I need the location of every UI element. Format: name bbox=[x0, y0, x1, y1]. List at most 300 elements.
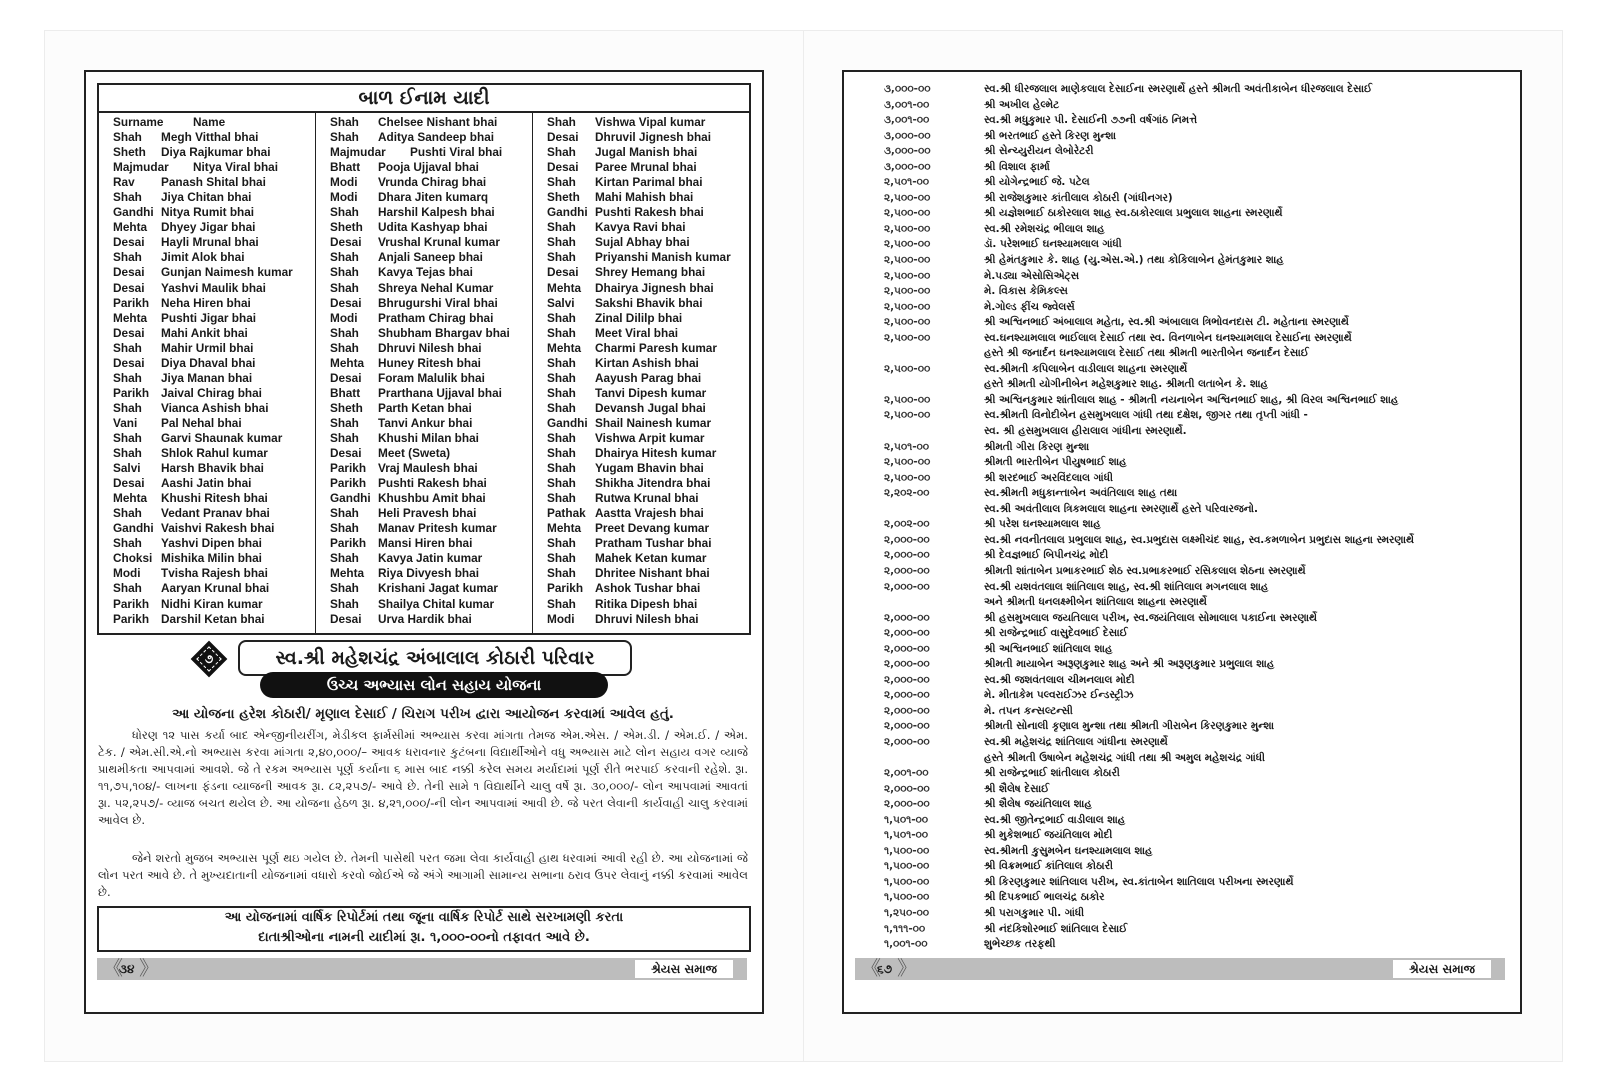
given-name: Nitya Rumit bhai bbox=[161, 205, 255, 220]
donor-row bbox=[884, 471, 1504, 487]
donor-row bbox=[884, 704, 1504, 720]
surname: Shah bbox=[547, 370, 576, 385]
donor-name: શ્રીમતી માયાબેન અરૂણકુમાર શાહ અને શ્રી અરૂણકુમાર પ્રભુલાલ શાહ bbox=[984, 658, 1275, 671]
given-name: Aayush Parag bhai bbox=[595, 370, 702, 385]
list-item bbox=[330, 145, 532, 160]
donor-row bbox=[884, 269, 1504, 285]
donor-name: હસ્તે શ્રીમતી યોગીનીબેન મહેશકુમાર શાહ. શ્રીમતી લતાબેન કે. શાહ bbox=[984, 378, 1268, 391]
name-column-3 bbox=[533, 113, 749, 633]
surname: Shah bbox=[113, 190, 142, 205]
given-name: Aaryan Krunal bhai bbox=[161, 581, 270, 596]
surname: Salvi bbox=[547, 295, 575, 310]
surname: Bhatt bbox=[330, 385, 361, 400]
donation-amount: ૨,૦૦૦-૦૦ bbox=[884, 549, 930, 562]
donor-name: મે. વિકાસ કેમિકલ્સ bbox=[984, 285, 1068, 298]
list-item bbox=[547, 160, 749, 175]
donor-name: શ્રી નંદકિશોરભાઈ શાંતિલાલ દેસાઈ bbox=[984, 922, 1128, 935]
surname: Shah bbox=[547, 476, 576, 491]
surname: Majmudar bbox=[113, 160, 169, 175]
given-name: Priyanshi Manish kumar bbox=[595, 250, 731, 265]
list-item bbox=[547, 296, 749, 311]
given-name: Diya Dhaval bhai bbox=[161, 355, 256, 370]
section-heading bbox=[194, 640, 634, 676]
given-name: Dhruvi Nilesh bhai bbox=[378, 340, 482, 355]
donation-amount: ૨,૦૦૦-૦૦ bbox=[884, 627, 930, 640]
list-item bbox=[547, 311, 749, 326]
donor-row bbox=[884, 315, 1504, 331]
given-name: Mahir Urmil bhai bbox=[161, 340, 254, 355]
donation-amount bbox=[884, 424, 984, 440]
donation-amount: ૨,૫૦૦-૦૦ bbox=[884, 207, 931, 220]
donor-row bbox=[884, 160, 1504, 176]
given-name: Harsh Bhavik bhai bbox=[161, 461, 264, 476]
donor-row bbox=[884, 517, 1504, 533]
surname: Desai bbox=[330, 295, 362, 310]
donation-amount: ૨,૦૦૦-૦૦ bbox=[884, 611, 930, 624]
given-name: Devansh Jugal bhai bbox=[595, 400, 706, 415]
surname: Shah bbox=[547, 446, 576, 461]
list-item bbox=[113, 145, 315, 160]
list-item bbox=[547, 130, 749, 145]
list-item bbox=[547, 250, 749, 265]
surname: Desai bbox=[113, 476, 145, 491]
surname: Shah bbox=[330, 325, 359, 340]
child-award-list bbox=[97, 83, 751, 635]
given-name: Preet Devang kumar bbox=[595, 521, 710, 536]
page-number: ૬૭ bbox=[877, 962, 893, 976]
donor-row bbox=[884, 533, 1504, 549]
donor-row bbox=[884, 300, 1504, 316]
given-name: Vishwa Vipal kumar bbox=[595, 115, 706, 129]
list-item bbox=[547, 416, 749, 431]
surname: Mehta bbox=[113, 220, 148, 235]
surname: Parikh bbox=[113, 385, 150, 400]
surname: Shah bbox=[547, 250, 576, 265]
given-name: Kirtan Parimal bhai bbox=[595, 175, 703, 190]
list-item bbox=[330, 175, 532, 190]
donor-list bbox=[884, 82, 1504, 953]
list-item bbox=[547, 356, 749, 371]
given-name: Pushti Viral bhai bbox=[410, 145, 503, 160]
list-item bbox=[330, 566, 532, 581]
donor-name: સ્વ.શ્રીમતી કુસુમબેન ઘનશ્યામલાલ શાહ bbox=[984, 844, 1153, 857]
list-item bbox=[330, 506, 532, 521]
donation-amount: ૧,૫૦૦-૦૦ bbox=[884, 844, 930, 857]
given-name: Tvisha Rajesh bhai bbox=[161, 566, 268, 581]
donor-row bbox=[884, 377, 1504, 393]
given-name: Diya Rajkumar bhai bbox=[161, 145, 271, 160]
surname: Parikh bbox=[330, 461, 367, 476]
list-item bbox=[330, 356, 532, 371]
given-name: Nidhi Kiran kumar bbox=[161, 596, 263, 611]
donor-name: શ્રી શૈલેષ જયંતિલાલ શાહ bbox=[984, 798, 1092, 811]
donation-amount: ૨,૦૦૦-૦૦ bbox=[884, 735, 930, 748]
donor-name: મે.ગોલ્ડ ફીંચ જ્વેલર્સ bbox=[984, 300, 1075, 313]
donor-row bbox=[884, 922, 1504, 938]
given-name: Mahek Ketan kumar bbox=[595, 551, 707, 566]
donor-name: હસ્તે શ્રીમતી ઉષાબેન મહેશચંદ્ર ગાંધી તથા શ્રી અમુલ મહેશચંદ્ર ગાંધી bbox=[984, 751, 1265, 764]
donor-name: શ્રી દેવજ્ઞભાઈ બિપીનચંદ્ર મોદી bbox=[984, 549, 1109, 562]
given-name: Shlok Rahul kumar bbox=[161, 446, 268, 461]
given-name: Harshil Kalpesh bhai bbox=[378, 205, 495, 220]
surname: Desai bbox=[113, 355, 145, 370]
donation-amount: ૨,૫૦૦-૦૦ bbox=[884, 191, 931, 204]
surname: Mehta bbox=[330, 566, 365, 581]
surname: Salvi bbox=[113, 461, 141, 476]
donor-name: શ્રીમતી સોનાલી કૃણાલ મુન્શા તથા શ્રીમતી ગીરાબેન કિરણકુમાર મુન્શા bbox=[984, 720, 1275, 733]
donor-name: મે.પડ્યા એસોસિએટ્સ bbox=[984, 269, 1080, 282]
given-name: Ashok Tushar bhai bbox=[595, 581, 701, 596]
given-name: Sujal Abhay bhai bbox=[595, 235, 690, 250]
donation-amount: ૨,૫૦૦-૦૦ bbox=[884, 222, 931, 235]
surname: Desai bbox=[113, 235, 145, 250]
donor-name: સ્વ.શ્રી અવંતીલાલ ત્રિકમલાલ શાહના સ્મરણાર્થે હસ્તે પરિવારજનો. bbox=[984, 502, 1258, 515]
list-item bbox=[330, 341, 532, 356]
given-name: Ritika Dipesh bhai bbox=[595, 596, 698, 611]
donor-row bbox=[884, 129, 1504, 145]
list-item bbox=[113, 190, 315, 205]
donor-row bbox=[884, 735, 1504, 751]
list-item bbox=[113, 311, 315, 326]
surname: Shah bbox=[113, 430, 142, 445]
donation-amount: ૨,૦૦૦-૦૦ bbox=[884, 720, 930, 733]
donor-name: સ્વ.શ્રી જશવંતલાલ ચીમનલાલ મોદી bbox=[984, 673, 1135, 686]
list-item bbox=[547, 581, 749, 596]
donation-amount: ૨,૦૦૦-૦૦ bbox=[884, 658, 930, 671]
chevron-right-icon: 》 bbox=[139, 956, 159, 980]
page-footer bbox=[855, 958, 1505, 980]
list-item bbox=[547, 461, 749, 476]
surname: Choksi bbox=[113, 551, 153, 566]
donor-name: શ્રી રાજેશકુમાર કાંતીલાલ કોઠારી (ગાંધીનગર) bbox=[984, 191, 1173, 204]
donation-amount: ૨,૦૦૦-૦૦ bbox=[884, 704, 930, 717]
surname: Desai bbox=[330, 235, 362, 250]
donor-row bbox=[884, 346, 1504, 362]
surname: Shah bbox=[547, 310, 576, 325]
donor-row bbox=[884, 875, 1504, 891]
surname: Shah bbox=[547, 566, 576, 581]
donation-amount: ૨,૦૦૦-૦૦ bbox=[884, 782, 930, 795]
donor-row bbox=[884, 113, 1504, 129]
given-name: Darshil Ketan bhai bbox=[161, 611, 265, 626]
list-item bbox=[113, 341, 315, 356]
given-name: Aastta Vrajesh bhai bbox=[595, 506, 704, 521]
donation-amount: ૨,૫૦૦-૦૦ bbox=[884, 362, 931, 375]
donation-amount bbox=[884, 502, 984, 518]
list-item bbox=[330, 250, 532, 265]
surname: Sheth bbox=[547, 190, 580, 205]
donor-row bbox=[884, 331, 1504, 347]
donor-row bbox=[884, 237, 1504, 253]
donation-amount: ૨,૦૦૦-૦૦ bbox=[884, 580, 930, 593]
donor-name: શ્રી સેન્ચ્યુરીયન લેબોરેટરી bbox=[984, 145, 1094, 158]
list-item bbox=[113, 612, 315, 627]
surname: Shah bbox=[547, 596, 576, 611]
chevron-left-icon: 《 bbox=[861, 956, 881, 980]
donor-name: શ્રી અખીલ હેલ્મેટ bbox=[984, 98, 1060, 111]
list-item bbox=[547, 476, 749, 491]
surname: Desai bbox=[547, 265, 579, 280]
page-number: ૩૪ bbox=[119, 962, 135, 976]
given-name: Yashvi Dipen bhai bbox=[161, 536, 262, 551]
donor-row bbox=[884, 98, 1504, 114]
list-item bbox=[113, 521, 315, 536]
list-item bbox=[113, 386, 315, 401]
header-surname: Surname bbox=[113, 115, 164, 129]
surname: Gandhi bbox=[547, 205, 588, 220]
donor-name: શ્રી અશ્વિનભાઈ અંબાલાલ મહેતા, સ્વ.શ્રી અંબાલાલ ત્રિભોવનદાસ ટી. મહેતાના સ્મરણાર્થે bbox=[984, 316, 1349, 329]
donor-name: સ્વ.શ્રી ધીરજલાલ માણેકલાલ દેસાઈના સ્મરણાર્થે હસ્તે શ્રીમતી અવંતીકાબેન ધીરજલાલ દેસાઈ bbox=[984, 83, 1373, 95]
given-name: Urva Hardik bhai bbox=[378, 611, 472, 626]
list-item bbox=[330, 446, 532, 461]
list-item bbox=[330, 311, 532, 326]
given-name: Heli Pravesh bhai bbox=[378, 506, 477, 521]
list-item bbox=[113, 296, 315, 311]
given-name: Aditya Sandeep bhai bbox=[378, 130, 495, 145]
donation-amount: ૨,૫૦૦-૦૦ bbox=[884, 300, 931, 313]
list-item bbox=[113, 446, 315, 461]
surname: Mehta bbox=[113, 491, 148, 506]
donor-name: સ્વ.શ્રી યશવંતલાલ શાંતિલાલ શાહ, સ્વ.શ્રી શાંતિલાલ મગનલાલ શાહ bbox=[984, 580, 1269, 593]
given-name: Manav Pritesh kumar bbox=[378, 521, 497, 536]
given-name: Jugal Manish bhai bbox=[595, 145, 698, 160]
donor-row bbox=[884, 657, 1504, 673]
donor-row bbox=[884, 548, 1504, 564]
surname: Desai bbox=[330, 611, 362, 626]
given-name: Mishika Milin bhai bbox=[161, 551, 262, 566]
donation-amount: ૧,૦૦૧-૦૦ bbox=[884, 938, 928, 951]
given-name: Krishani Jagat kumar bbox=[378, 581, 498, 596]
list-item bbox=[113, 491, 315, 506]
section-title: સ્વ.શ્રી મહેશચંદ્ર અંબાલાલ કોઠારી પરિવાર bbox=[238, 640, 632, 676]
list-item bbox=[330, 220, 532, 235]
given-name: Aashi Jatin bhai bbox=[161, 476, 252, 491]
donation-amount bbox=[884, 595, 984, 611]
given-name: Shikha Jitendra bhai bbox=[595, 476, 711, 491]
donation-amount: ૨,૫૦૦-૦૦ bbox=[884, 331, 931, 344]
list-item bbox=[330, 115, 532, 130]
donor-name: સ્વ.શ્રીમતી મધુકાન્તાબેન અવંતિલાલ શાહ તથા bbox=[984, 487, 1178, 500]
column-header bbox=[113, 115, 315, 130]
donation-amount bbox=[884, 346, 984, 362]
surname: Parikh bbox=[113, 596, 150, 611]
donation-amount: ૨,૫૦૦-૦૦ bbox=[884, 456, 931, 469]
surname: Bhatt bbox=[330, 160, 361, 175]
donor-name: શ્રી વિશાલ ફાર્મા bbox=[984, 160, 1050, 173]
donation-amount: ૧,૨૫૦-૦૦ bbox=[884, 906, 930, 919]
surname: Sheth bbox=[330, 400, 363, 415]
given-name: Shreya Nehal Kumar bbox=[378, 280, 494, 295]
surname: Shah bbox=[547, 355, 576, 370]
donor-name: શ્રી યોગેન્દ્રભાઈ જે. પટેલ bbox=[984, 176, 1090, 189]
donor-name: શ્રીમતી ગીરા કિરણ મુન્શા bbox=[984, 440, 1090, 453]
surname: Modi bbox=[113, 566, 141, 581]
donor-row bbox=[884, 82, 1504, 98]
list-item bbox=[330, 190, 532, 205]
donor-name: સ્વ. શ્રી હસમુખલાલ હીરાલાલ ગાંધીના સ્મરણાર્થે. bbox=[984, 425, 1187, 438]
surname: Parikh bbox=[330, 476, 367, 491]
given-name: Pushti Rakesh bhai bbox=[595, 205, 704, 220]
donor-row bbox=[884, 455, 1504, 471]
list-item bbox=[330, 461, 532, 476]
surname: Shah bbox=[113, 506, 142, 521]
given-name: Mahi Ankit bhai bbox=[161, 325, 248, 340]
page-footer bbox=[97, 958, 747, 980]
donor-row bbox=[884, 751, 1504, 767]
list-item bbox=[113, 326, 315, 341]
given-name: Pal Nehal bhai bbox=[161, 415, 242, 430]
surname: Majmudar bbox=[330, 145, 386, 160]
surname: Shah bbox=[113, 370, 142, 385]
given-name: Vishwa Arpit kumar bbox=[595, 430, 705, 445]
donor-row bbox=[884, 393, 1504, 409]
list-item bbox=[113, 506, 315, 521]
list-item bbox=[330, 476, 532, 491]
surname: Sheth bbox=[330, 220, 363, 235]
donor-name: ડૉ. પરેશભાઈ ઘનશ્યામલાલ ગાંધી bbox=[984, 238, 1122, 251]
surname: Shah bbox=[330, 581, 359, 596]
donation-amount: ૨,૦૦૧-૦૦ bbox=[884, 767, 929, 780]
surname: Modi bbox=[547, 611, 575, 626]
list-item bbox=[330, 235, 532, 250]
given-name: Huney Ritesh bhai bbox=[378, 355, 481, 370]
surname: Vani bbox=[113, 415, 138, 430]
surname: Shah bbox=[113, 536, 142, 551]
donor-name: શ્રીમતી ભારતીબેન પીયુષભાઈ શાહ bbox=[984, 456, 1127, 469]
donor-row bbox=[884, 719, 1504, 735]
list-item bbox=[113, 566, 315, 581]
list-item bbox=[547, 265, 749, 280]
list-item bbox=[547, 536, 749, 551]
list-item bbox=[547, 612, 749, 627]
list-item bbox=[113, 401, 315, 416]
given-name: Pratham Chirag bhai bbox=[378, 310, 494, 325]
donor-row bbox=[884, 486, 1504, 502]
given-name: Hayli Mrunal bhai bbox=[161, 235, 259, 250]
list-item bbox=[330, 581, 532, 596]
donor-name: શ્રી શરદભાઈ અરવિંદલાલ ગાંધી bbox=[984, 471, 1113, 484]
surname: Shah bbox=[113, 581, 142, 596]
surname: Shah bbox=[330, 596, 359, 611]
given-name: Neha Hiren bhai bbox=[161, 295, 251, 310]
chevron-left-icon: 《 bbox=[103, 956, 123, 980]
donor-row bbox=[884, 642, 1504, 658]
given-name: Zinal Dililp bhai bbox=[595, 310, 683, 325]
surname: Mehta bbox=[113, 310, 148, 325]
donor-name: શ્રી વિક્રમભાઈ કાંતિલાલ કોઠારી bbox=[984, 860, 1113, 873]
scheme-paragraph-2: જેને શરતો મુજબ અભ્યાસ પૂર્ણ થઇ ગયેલ છે. તેમની પાસેથી પરત જમા લેવા કાર્યવાહી હાથ ધરવામાં આવી રહી છે. આ યોજનામાં જે લોન પરત આવે છે. તે મુખ્યદાતાની યોજનામાં વધારો કરવો જોઈએ જે અંગે આગામી સામાન્ય સભાના ઠરાવ ઉપર લેવાનું નક્કી કરવામાં આવેલ છે. bbox=[98, 851, 748, 900]
section-subtitle: ઉચ્ચ અભ્યાસ લોન સહાય યોજના bbox=[260, 672, 608, 698]
given-name: Jiya Chitan bhai bbox=[161, 190, 252, 205]
note-line-2: દાતાશ્રીઓના નામની યાદીમાં રૂા. ૧,૦૦૦-૦૦નો તફાવત આવે છે. bbox=[258, 930, 590, 945]
surname: Shah bbox=[547, 175, 576, 190]
donor-name: સ્વ.શ્રી રમેશચંદ્ર ભીલાલ શાહ bbox=[984, 222, 1105, 235]
given-name: Kavya Tejas bhai bbox=[378, 265, 473, 280]
donation-amount: ૨,૦૦૦-૦૦ bbox=[884, 798, 930, 811]
given-name: Vraj Maulesh bhai bbox=[378, 461, 478, 476]
donor-row bbox=[884, 673, 1504, 689]
surname: Desai bbox=[113, 325, 145, 340]
donation-amount: ૨,૫૦૦-૦૦ bbox=[884, 285, 931, 298]
list-item bbox=[113, 265, 315, 280]
given-name: Jimit Alok bhai bbox=[161, 250, 245, 265]
surname: Shah bbox=[547, 551, 576, 566]
given-name: Panash Shital bhai bbox=[161, 175, 266, 190]
given-name: Kirtan Ashish bhai bbox=[595, 355, 699, 370]
surname: Shah bbox=[547, 220, 576, 235]
donor-name: હસ્તે શ્રી જનાર્દન ઘનશ્યામલાલ દેસાઈ તથા શ્રીમતી ભારતીબેન જનાર્દન દેસાઈ bbox=[984, 347, 1309, 360]
surname: Shah bbox=[547, 430, 576, 445]
donor-name: શ્રી અશ્વિનભાઈ શાંતિલાલ શાહ bbox=[984, 642, 1113, 655]
given-name: Parth Ketan bhai bbox=[378, 400, 472, 415]
given-name: Pushti Rakesh bhai bbox=[378, 476, 487, 491]
donor-name: શ્રી અશ્વિનકુમાર શાંતીલાલ શાહ - શ્રીમતી નયનાબેન અશ્વિનભાઈ શાહ, શ્રી વિરલ અશ્વિનભાઈ શાહ bbox=[984, 393, 1399, 406]
list-item bbox=[113, 235, 315, 250]
donation-amount bbox=[884, 751, 984, 767]
list-item bbox=[330, 296, 532, 311]
surname: Gandhi bbox=[547, 415, 588, 430]
list-item bbox=[330, 130, 532, 145]
surname: Gandhi bbox=[113, 205, 154, 220]
donor-name: શ્રીમતી શાંતાબેન પ્રભાકરભાઈ શેઠ સ્વ.પ્રભાકરભાઈ રસિકલાલ શેઠના સ્મરણાર્થે bbox=[984, 564, 1306, 577]
surname: Shah bbox=[113, 400, 142, 415]
donation-amount: ૨,૫૦૦-૦૦ bbox=[884, 254, 931, 267]
surname: Modi bbox=[330, 190, 358, 205]
list-item bbox=[113, 281, 315, 296]
surname: Desai bbox=[113, 280, 145, 295]
given-name: Garvi Shaunak kumar bbox=[161, 430, 283, 445]
list-item bbox=[547, 326, 749, 341]
surname: Shah bbox=[547, 115, 576, 129]
donor-row bbox=[884, 253, 1504, 269]
donor-name: શ્રી યજ્ઞેશભાઈ ઠાકોરલાલ શાહ સ્વ.ઠાકોરલાલ પ્રભુલાલ શાહના સ્મરણાર્થે bbox=[984, 207, 1283, 220]
donation-amount: ૨,૫૦૧-૦૦ bbox=[884, 440, 930, 453]
scheme-paragraph-1: ધોરણ ૧૨ પાસ કર્યા બાદ એન્જીનીયરીંગ, મેડીકલ ફાર્મસીમાં અભ્યાસ કરવા માંગતા તેમજ એમ.એસ. / એમ.ડી. / એમ.ઈ. / એમ. ટેક. / એમ.સી.એ.નો અભ્યાસ કરવા માંગતા ૨,૪૦,૦૦૦/– આવક ધરાવનાર કુટંબના વિદ્યાર્થીઓને વધુ અભ્યાસ માટે લોન સહાય વગર વ્યાજે પ્રાથમીકતા આપવામાં આવશે. જે તે રકમ અભ્યાસ પૂર્ણ કર્યાના ૬ માસ બાદ નક્કી કરેલ સમય મર્યાદામાં પૂર્ણ રીતે ભરપાઈ કરવાની રહેશે. રૂા. ૧૧,૭૫,૧૦૪/- લાખના ફંડના વ્યાજની આવક રૂા. ૮૨,૨૫૭/- આવે છે. તેની સામે ૧ વિદ્યાર્થીને ચાલુ વર્ષે રૂા. ૩૦,૦૦૦/- લોન આપવામાં આવતાં રૂા. ૫૨,૨૫૭/- વ્યાજ બચત થયેલ છે. આ યોજના હેઠળ રૂા. ૪,૨૧,૦૦૦/-ની લોન આપવામાં આવી છે. જે પરત લેવાની કાર્યવાહી ચાલુ કરવામાં આવેલ છે. bbox=[98, 728, 748, 828]
header-name: Name bbox=[193, 115, 226, 129]
given-name: Khushi Ritesh bhai bbox=[161, 491, 268, 506]
list-item bbox=[547, 190, 749, 205]
donor-row bbox=[884, 688, 1504, 704]
list-item bbox=[547, 506, 749, 521]
given-name: Jaival Chirag bhai bbox=[161, 385, 262, 400]
donor-row bbox=[884, 611, 1504, 627]
donation-amount: ૧,૫૦૧-૦૦ bbox=[884, 829, 929, 842]
donation-amount: ૩,૦૦૦-૦૦ bbox=[884, 129, 931, 142]
surname: Desai bbox=[330, 446, 362, 461]
list-item bbox=[330, 551, 532, 566]
chevron-right-icon: 》 bbox=[897, 956, 917, 980]
list-item bbox=[330, 521, 532, 536]
donation-amount: ૧,૫૦૦-૦૦ bbox=[884, 860, 930, 873]
given-name: Tanvi Dipesh kumar bbox=[595, 385, 707, 400]
donor-row bbox=[884, 222, 1504, 238]
donation-amount: ૨,૦૦૨-૦૦ bbox=[884, 518, 930, 531]
donor-row bbox=[884, 844, 1504, 860]
list-item bbox=[547, 115, 749, 130]
list-item bbox=[547, 401, 749, 416]
surname: Shah bbox=[547, 461, 576, 476]
given-name: Vrunda Chirag bhai bbox=[378, 175, 487, 190]
donation-amount: ૨,૦૦૦-૦૦ bbox=[884, 689, 930, 702]
donation-amount: ૩,૦૦૧-૦૦ bbox=[884, 114, 930, 127]
given-name: Khushi Milan bhai bbox=[378, 430, 479, 445]
list-item bbox=[113, 536, 315, 551]
list-item bbox=[547, 341, 749, 356]
donor-row bbox=[884, 424, 1504, 440]
given-name: Yugam Bhavin bhai bbox=[595, 461, 704, 476]
list-item bbox=[330, 326, 532, 341]
list-item bbox=[547, 431, 749, 446]
